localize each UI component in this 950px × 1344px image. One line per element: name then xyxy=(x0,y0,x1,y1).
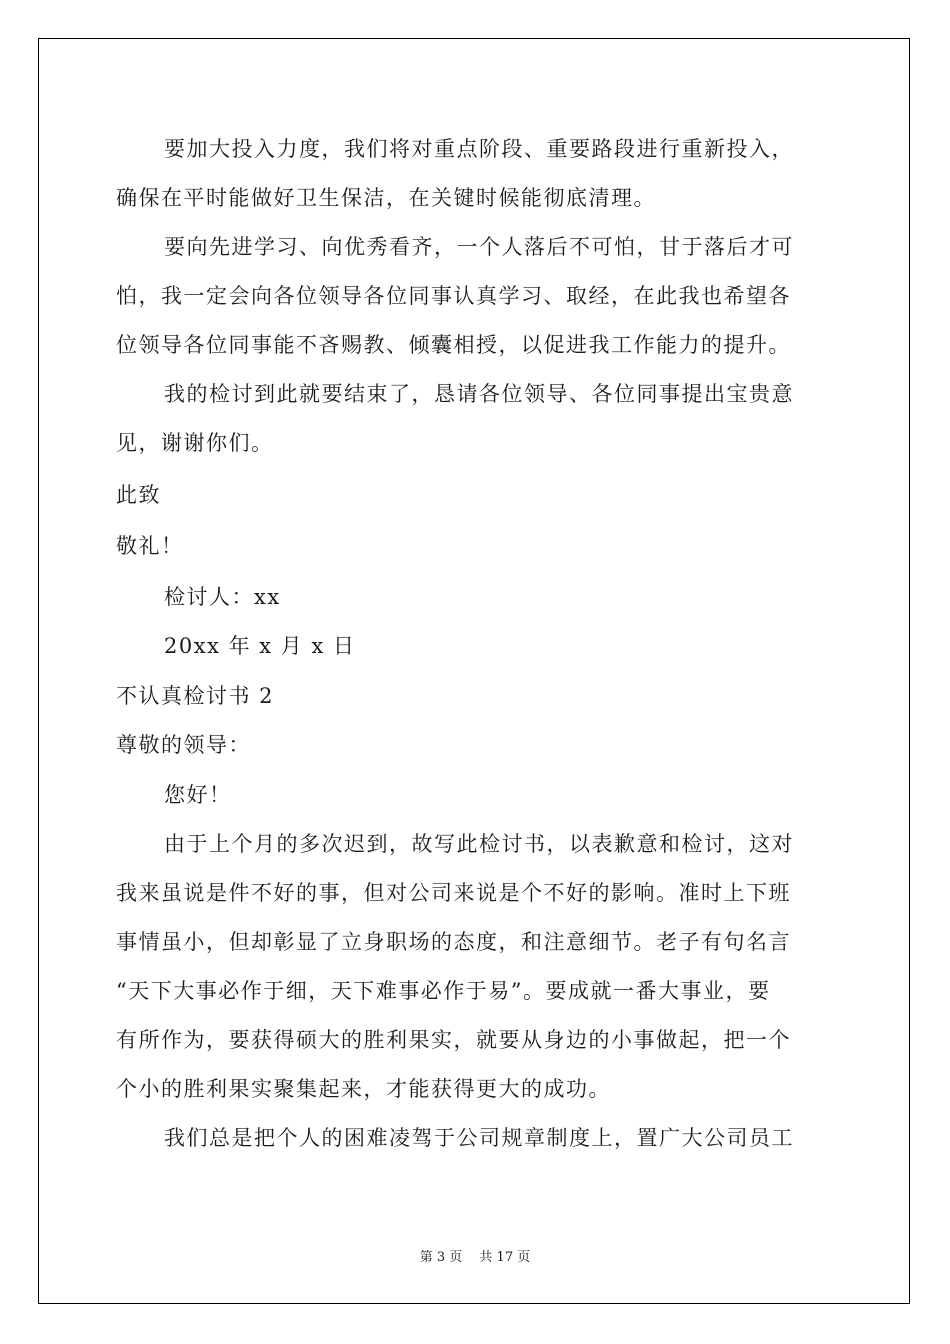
text-line: 怕，我一定会向各位领导各位同事认真学习、取经，在此我也希望各 xyxy=(116,284,791,308)
page-number: 第 3 页 共 17 页 xyxy=(419,1250,531,1265)
page-frame xyxy=(38,38,910,1304)
text-line: 位领导各位同事能不吝赐教、倾囊相授，以促进我工作能力的提升。 xyxy=(116,333,791,357)
greeting-line: 尊敬的领导： xyxy=(116,733,251,757)
text-line: 我来虽说是件不好的事，但对公司来说是个不好的影响。准时上下班 xyxy=(116,881,791,905)
text-line: 要向先进学习、向优秀看齐，一个人落后不可怕，甘于落后才可 xyxy=(164,235,794,259)
section-title: 不认真检讨书 2 xyxy=(116,684,275,708)
text-line: 确保在平时能做好卫生保洁，在关键时候能彻底清理。 xyxy=(116,186,656,210)
closing-line: 此致 xyxy=(116,483,161,507)
text-line: 由于上个月的多次迟到，故写此检讨书，以表歉意和检讨，这对 xyxy=(164,832,794,856)
text-line: 个小的胜利果实聚集起来，才能获得更大的成功。 xyxy=(116,1077,611,1101)
text-line: 要加大投入力度，我们将对重点阶段、重要路段进行重新投入， xyxy=(164,137,794,161)
date-line: 20xx 年 x 月 x 日 xyxy=(164,634,356,658)
signature-line: 检讨人：xx xyxy=(164,585,281,609)
text-line: 事情虽小，但却彰显了立身职场的态度，和注意细节。老子有句名言 xyxy=(116,930,791,954)
text-line: 我们总是把个人的困难凌驾于公司规章制度上，置广大公司员工 xyxy=(164,1126,794,1150)
greeting-line: 您好！ xyxy=(164,783,232,807)
text-line: 我的检讨到此就要结束了，恳请各位领导、各位同事提出宝贵意 xyxy=(164,382,794,406)
salutation-line: 敬礼！ xyxy=(116,534,184,558)
text-line: “天下大事必作于细，天下难事必作于易”。要成就一番大事业，要 xyxy=(116,979,771,1003)
text-line: 有所作为，要获得硕大的胜利果实，就要从身边的小事做起，把一个 xyxy=(116,1028,791,1052)
text-line: 见，谢谢你们。 xyxy=(116,431,274,455)
